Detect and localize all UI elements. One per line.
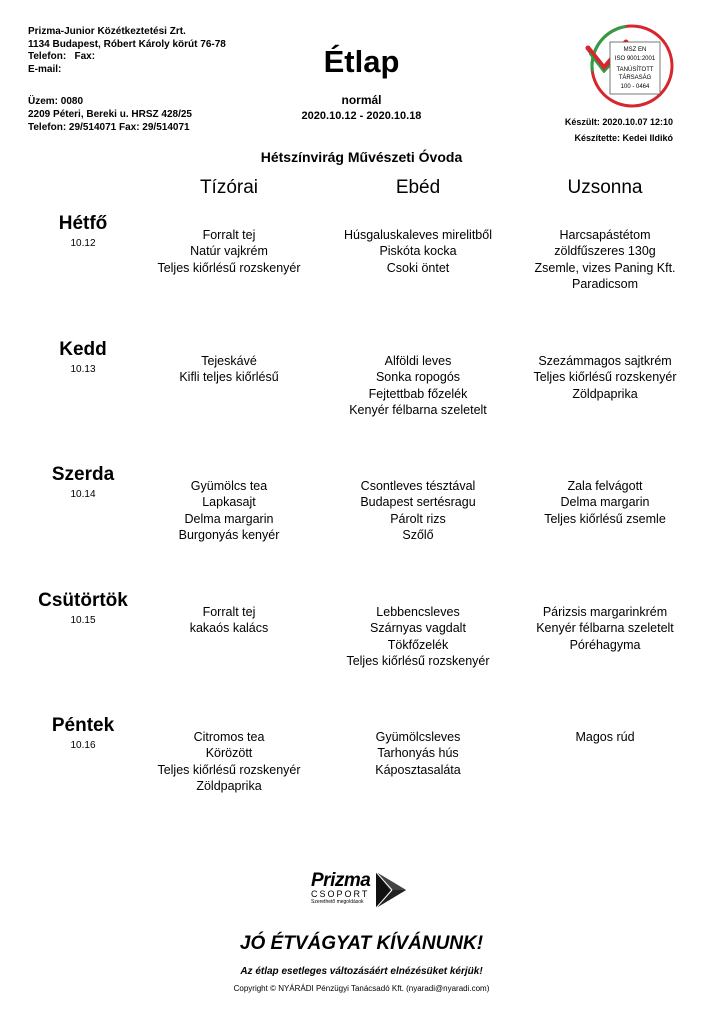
menu-item: Zala felvágott <box>567 479 643 493</box>
menu-item: Csontleves tésztával <box>360 479 476 493</box>
menu-item: Lebbencsleves <box>376 605 460 619</box>
menu-item: zöldfűszeres 130g <box>554 244 656 259</box>
cert-line-2: ISO 9001:2001 <box>614 56 656 62</box>
menu-cell-tizorai <box>119 227 339 276</box>
menu-item: Lapkasajt <box>202 495 256 510</box>
column-header-ebed: Ebéd <box>395 177 441 198</box>
page-title: Étlap <box>323 44 400 79</box>
company-email: E-mail: <box>28 63 62 75</box>
menu-item: Szőlő <box>402 527 434 542</box>
menu-cell-uzsonna <box>495 227 715 292</box>
menu-item: Burgonyás kenyér <box>178 527 280 542</box>
cert-line-5: 100 - 0464 <box>620 84 650 90</box>
day-date: 10.16 <box>70 740 96 751</box>
menu-item: Gyümölcsleves <box>375 730 461 744</box>
cert-line-3: TANÚSÍTOTT <box>616 67 654 73</box>
menu-item: Natúr vajkrém <box>190 244 268 259</box>
created-timestamp: Készült: 2020.10.07 12:10 <box>564 117 673 127</box>
menu-item: Tarhonyás hús <box>377 746 459 761</box>
day-name: Péntek <box>51 715 115 736</box>
school-name: Hétszínvirág Művészeti Óvoda <box>260 149 463 165</box>
cert-seal-icon <box>582 22 678 108</box>
menu-item: Magos rúd <box>575 730 635 744</box>
menu-item: Zöldpaprika <box>572 386 638 401</box>
logo-word: Prizma <box>311 870 371 891</box>
column-header-tizorai: Tízórai <box>199 177 259 198</box>
menu-item: Sonka ropogós <box>375 370 461 385</box>
menu-item: Tejeskávé <box>201 354 257 368</box>
plant-id: Üzem: 0080 <box>28 96 84 107</box>
menu-cell-tizorai <box>119 604 339 637</box>
menu-item: Gyümölcs tea <box>190 479 268 493</box>
day-name: Hétfő <box>58 213 108 234</box>
column-header-uzsonna: Uzsonna <box>567 177 643 198</box>
menu-item: Delma margarin <box>184 511 274 526</box>
menu-item: Teljes kiőrlésű rozskenyér <box>533 370 677 385</box>
menu-cell-tizorai <box>119 729 339 794</box>
day-name: Szerda <box>51 464 115 485</box>
prizma-logo-mark <box>372 870 412 910</box>
menu-cell-uzsonna <box>495 604 715 653</box>
iso-cert-badge <box>582 22 678 108</box>
menu-item: Káposztasaláta <box>375 762 461 777</box>
menu-item: Forralt tej <box>202 228 256 242</box>
menu-item: Budapest sertésragu <box>360 495 476 510</box>
logo-tagline: Szerethető megoldások <box>311 899 364 905</box>
day-date: 10.13 <box>70 364 96 375</box>
menu-item: Kenyér félbarna szeletelt <box>349 402 487 417</box>
menu-item: kakaós kalács <box>189 621 269 636</box>
menu-item: Csoki öntet <box>386 260 450 275</box>
menu-item: Kenyér félbarna szeletelt <box>536 621 674 636</box>
menu-item: Párizsis margarinkrém <box>542 605 668 619</box>
footer-notice: Az étlap esetleges változásáért elnézésüket kérjük! <box>240 966 483 977</box>
menu-item: Párolt rizs <box>390 511 446 526</box>
day-name: Csütörtök <box>38 590 128 611</box>
date-range: 2020.10.12 - 2020.10.18 <box>301 110 422 122</box>
menu-item: Fejtettbab főzelék <box>368 386 468 401</box>
created-by: Készítette: Kedei Ildikó <box>574 133 673 143</box>
menu-item: Húsgaluskaleves mirelitből <box>344 228 492 242</box>
menu-item: Szárnyas vagdalt <box>370 621 466 636</box>
menu-item: Kifli teljes kiőrlésű <box>179 370 279 385</box>
prizma-logo <box>311 870 370 905</box>
menu-cell-uzsonna <box>495 353 715 402</box>
menu-item: Körözött <box>205 746 253 761</box>
prism-icon <box>372 870 412 910</box>
menu-item: Forralt tej <box>202 605 256 619</box>
day-date: 10.14 <box>70 489 96 500</box>
menu-item: Delma margarin <box>560 495 650 510</box>
menu-item: Teljes kiőrlésű rozskenyér <box>157 762 301 777</box>
cert-line-1: MSZ EN <box>623 47 647 53</box>
menu-item: Zöldpaprika <box>196 778 262 793</box>
menu-item: Szezámmagos sajtkrém <box>538 354 672 368</box>
menu-item: Alföldi leves <box>384 354 452 368</box>
fax-label: Fax: <box>74 51 96 62</box>
menu-item: Tökfőzelék <box>387 637 449 652</box>
menu-cell-uzsonna <box>495 478 715 527</box>
menu-item: Póréhagyma <box>569 637 641 652</box>
plant-address: 2209 Péteri, Bereki u. HRSZ 428/25 <box>28 109 192 120</box>
company-address: 1134 Budapest, Róbert Károly körút 76-78 <box>28 38 226 50</box>
cert-line-4: TÁRSASÁG <box>618 75 652 81</box>
footer-copyright: Copyright © NYÁRÁDI Pénzügyi Tanácsadó Kft. (nyaradi@nyaradi.com) <box>233 984 490 993</box>
menu-item: Piskóta kocka <box>379 244 457 259</box>
menu-type: normál <box>341 93 382 107</box>
day-date: 10.12 <box>70 238 96 249</box>
menu-cell-tizorai <box>119 353 339 386</box>
menu-item: Teljes kiőrlésű rozskenyér <box>346 653 490 668</box>
menu-cell-tizorai <box>119 478 339 543</box>
phone-label: Telefon: <box>28 51 67 62</box>
company-name: Prizma-Junior Közétkeztetési Zrt. <box>28 26 186 37</box>
plant-phone-fax: Telefon: 29/514071 Fax: 29/514071 <box>28 122 190 133</box>
menu-cell-uzsonna <box>495 729 715 745</box>
menu-item: Teljes kiőrlésű rozskenyér <box>157 260 301 275</box>
menu-item: Citromos tea <box>193 730 265 744</box>
menu-item: Zsemle, vizes Paning Kft. <box>534 260 676 275</box>
menu-item: Teljes kiőrlésű zsemle <box>544 511 666 526</box>
day-date: 10.15 <box>70 615 96 626</box>
logo-sub: CSOPORT <box>311 889 370 899</box>
menu-item: Harcsapástétom <box>559 228 651 242</box>
footer-greeting: JÓ ÉTVÁGYAT KÍVÁNUNK! <box>239 933 484 954</box>
creation-info <box>565 114 673 146</box>
menu-item: Paradicsom <box>572 276 638 291</box>
day-name: Kedd <box>59 339 107 360</box>
